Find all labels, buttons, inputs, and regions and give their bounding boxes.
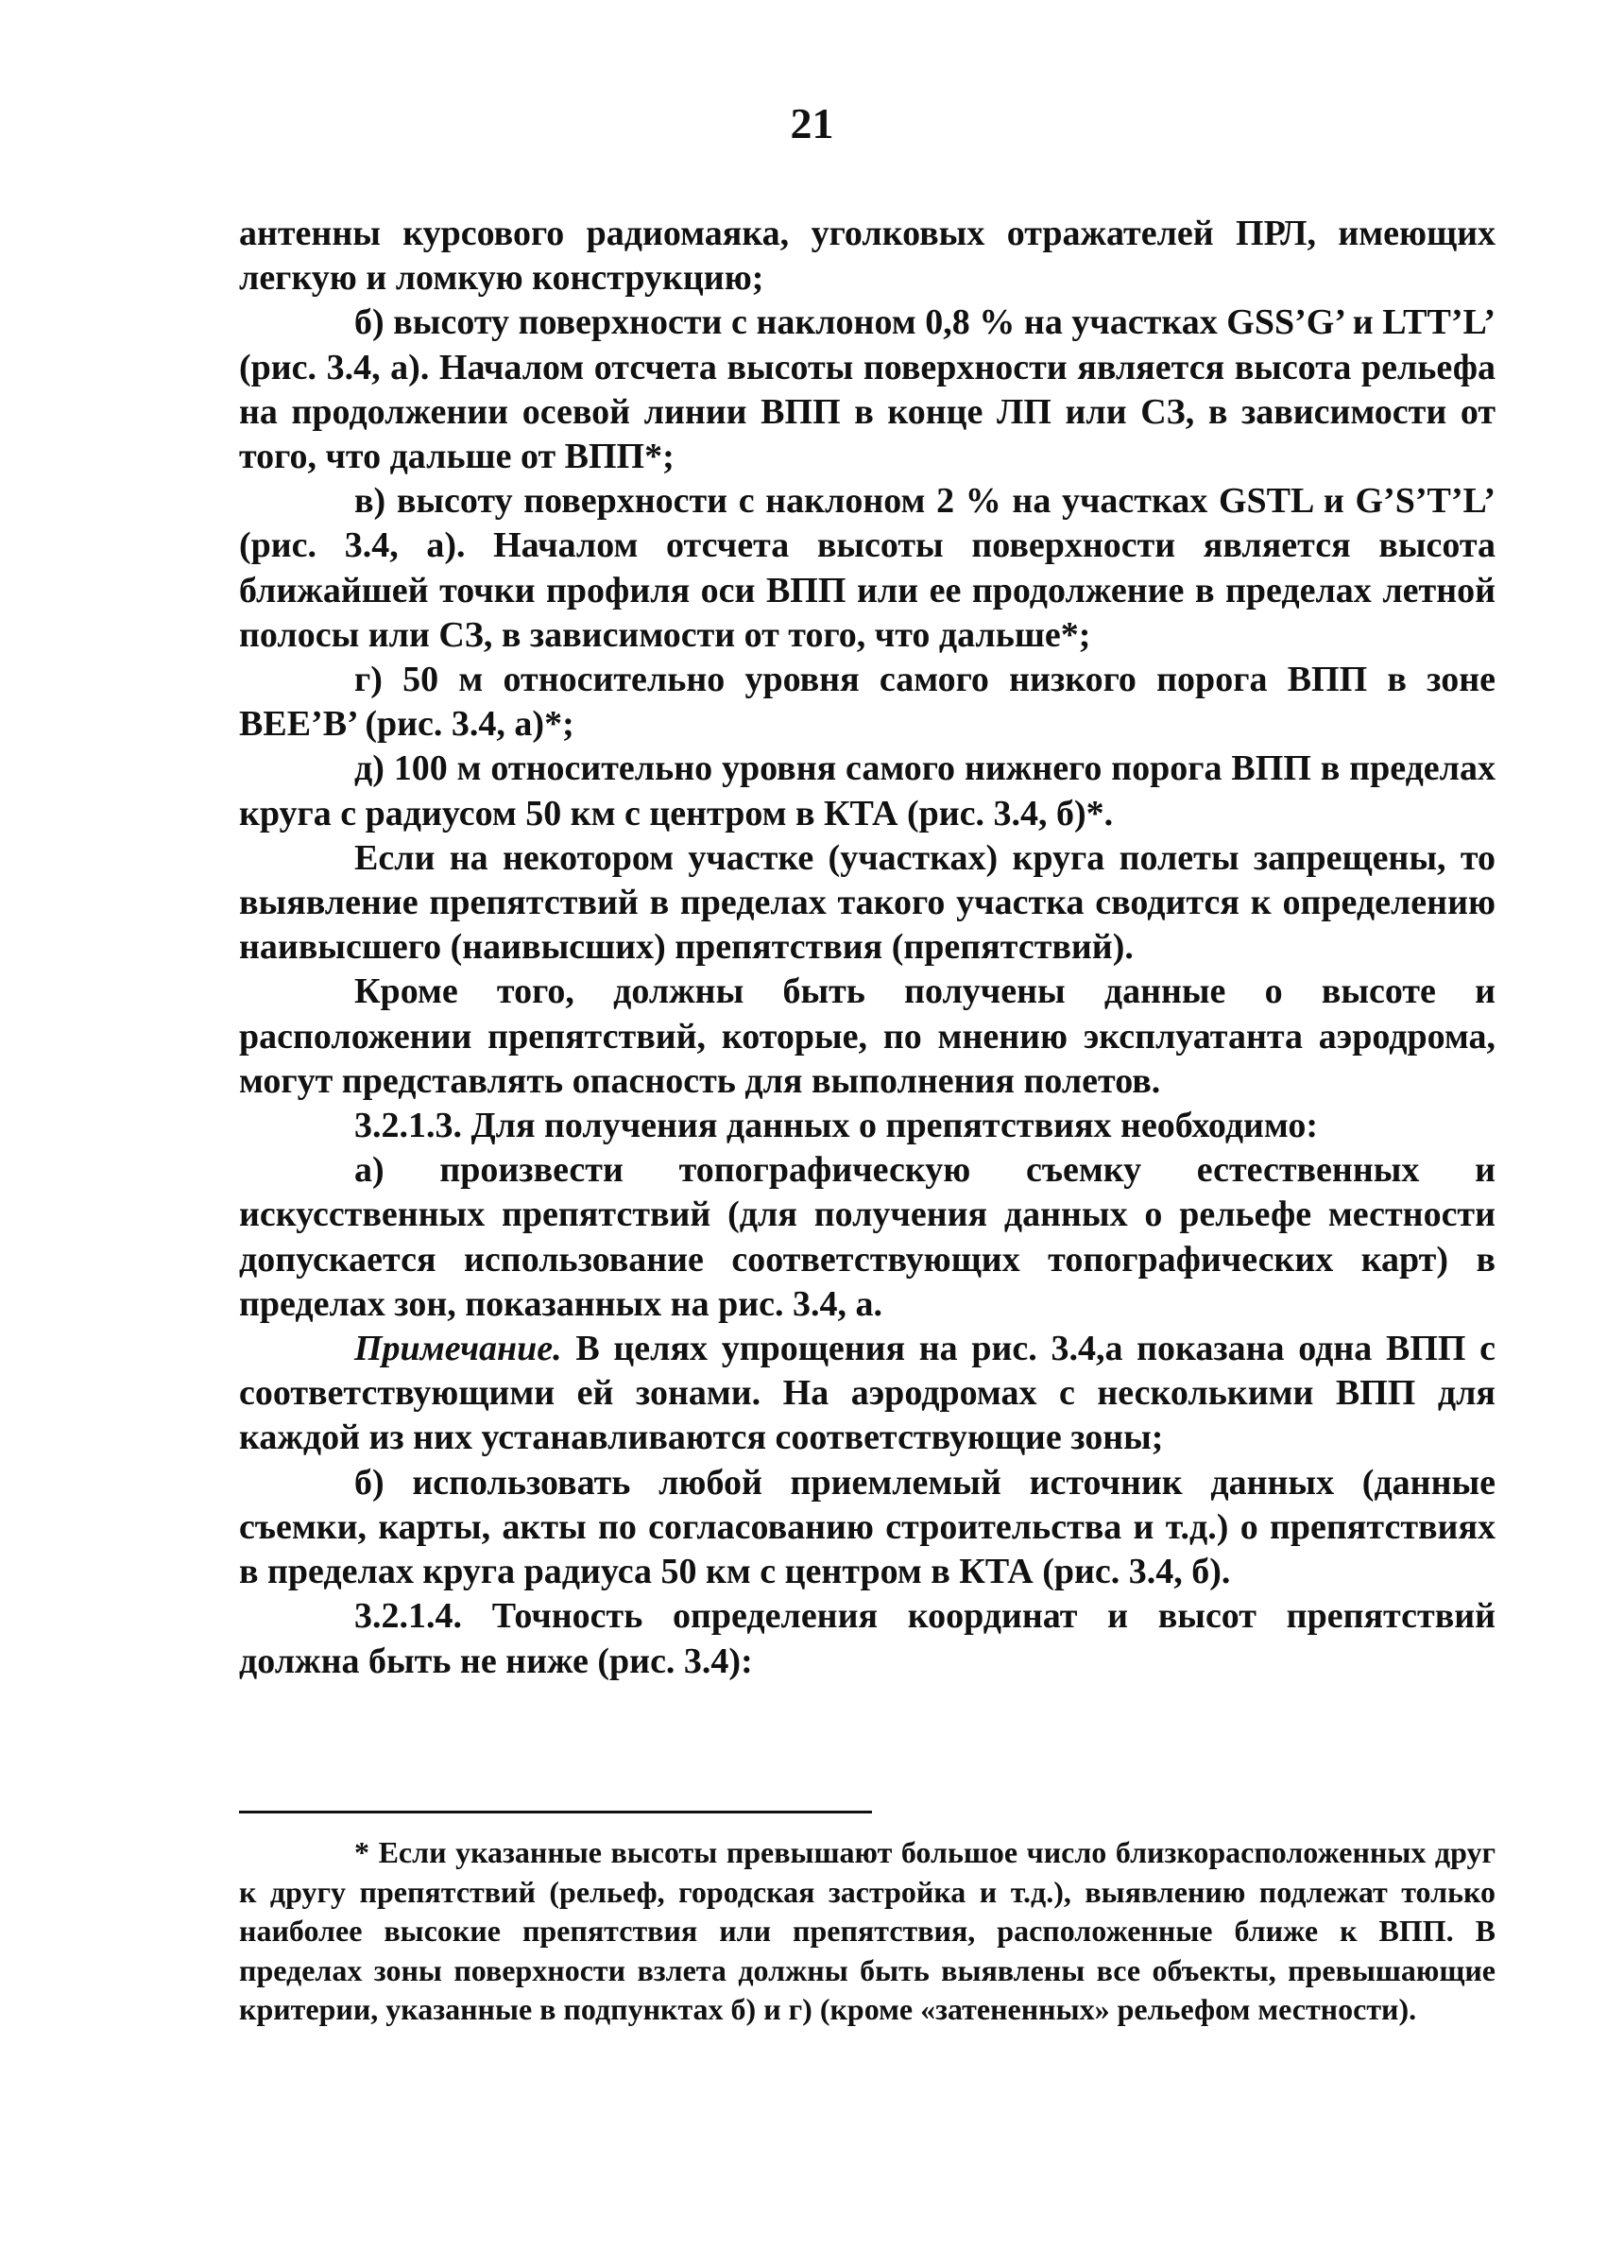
- body-text: [239, 212, 1496, 1684]
- paragraph-section-3-2-1-3: 3.2.1.3. Для получения данных о препятствиях необходимо:: [354, 1106, 1318, 1146]
- footnote: [239, 1833, 1496, 2030]
- paragraph-antennas: антенны курсового радиомаяка, уголковых отражателей ПРЛ, имеющих легкую и ломкую конструкцию;: [239, 214, 1496, 299]
- note-label: Примечание.: [354, 1329, 562, 1369]
- paragraph-prohibited-sectors: Если на некотором участке (участках) круга полеты запрещены, то выявление препятствий в пределах такого участка сводится к определению наивысшего (наивысших) препятствия (препятствий).: [239, 837, 1496, 968]
- paragraph-item-d-100m: д) 100 м относительно уровня самого нижнего порога ВПП в пределах круга с радиусом 50 км с центром в КТА (рис. 3.4, б)*.: [239, 748, 1496, 833]
- page-number: 21: [790, 99, 834, 147]
- paragraph-note: [239, 1327, 1496, 1461]
- paragraph-operator-data: Кроме того, должны быть получены данные о высоте и расположении препятствий, которые, по мнению эксплуатанта аэродрома, могут представлять опасность для выполнения полетов.: [239, 971, 1496, 1101]
- footnote-text: Если указанные высоты превышают большое число близкорасположенных друг к другу препятствий (рельеф, городская застройка и т.д.), выявлению подлежат только наиболее высокие препятствия или препятствия, расположенные ближе к ВПП. В пределах зоны поверхности взлета должны быть выявлены все объекты, превышающие критерии, указанные в подпунктах б) и г) (кроме «затененных» рельефом местности).: [239, 1835, 1496, 2027]
- paragraph-section-3-2-1-4: 3.2.1.4. Точность определения координат и высот препятствий должна быть не ниже (рис. 3.4):: [239, 1596, 1496, 1681]
- footnote-marker: *: [354, 1835, 369, 1869]
- paragraph-item-g-50m: г) 50 м относительно уровня самого низкого порога ВПП в зоне BEE’B’ (рис. 3.4, а)*;: [239, 660, 1496, 745]
- note-text: В целях упрощения на рис. 3.4,а показана одна ВПП с соответствующими ей зонами. На аэродромах с несколькими ВПП для каждой из них устанавливаются соответствующие зоны;: [239, 1329, 1496, 1458]
- footnote-divider: [239, 1811, 872, 1813]
- footnotes: [239, 1833, 1496, 2030]
- paragraph-item-b-sources: б) использовать любой приемлемый источник данных (данные съемки, карты, акты по согласованию строительства и т.д.) о препятствиях в пределах круга радиуса 50 км с центром в КТА (рис. 3.4, б).: [239, 1462, 1496, 1592]
- paragraph-item-b-surface-08: б) высоту поверхности с наклоном 0,8 % на участках GSS’G’ и LTT’L’ (рис. 3.4, а). Началом отсчета высоты поверхности является высота рельефа на продолжении осевой линии ВПП в конце ЛП или СЗ, в зависимости от того, что дальше от ВПП*;: [239, 302, 1496, 477]
- paragraph-item-a-survey: а) произвести топографическую съемку естественных и искусственных препятствий (для получения данных о рельефе местности допускается использование соответствующих топографических карт) в пределах зон, показанных на рис. 3.4, а.: [239, 1150, 1496, 1324]
- paragraph-item-v-surface-2: в) высоту поверхности с наклоном 2 % на участках GSTL и G’S’T’L’ (рис. 3.4, а). Началом отсчета высоты поверхности является высота ближайшей точки профиля оси ВПП или ее продолжение в пределах летной полосы или СЗ, в зависимости от того, что дальше*;: [239, 481, 1496, 655]
